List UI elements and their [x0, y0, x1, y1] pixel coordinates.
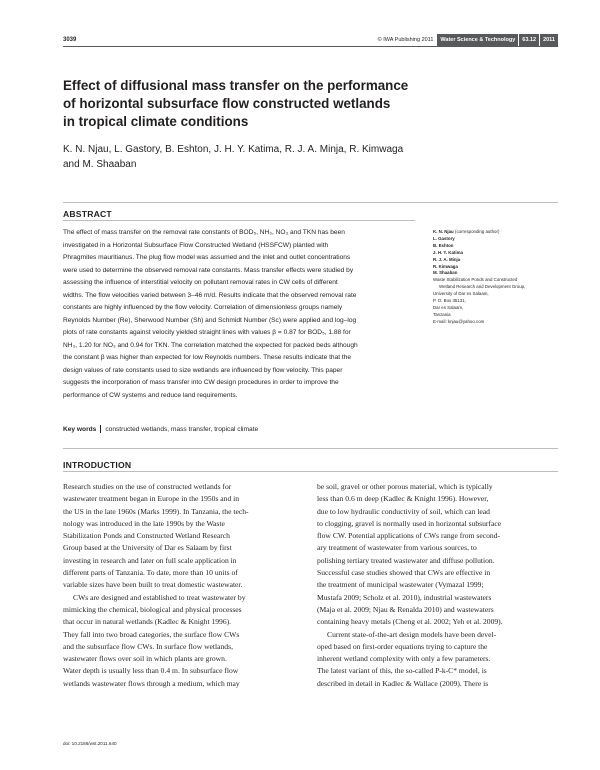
affil-address: P. O. Box 35131, [433, 298, 466, 304]
body-line: be soil, gravel or other porous material, which is typically [317, 482, 493, 491]
page-number: 3039 [63, 37, 77, 43]
body-line: wastewater flows over soil in which plants are grown. [63, 654, 227, 664]
body-line: oped based on first-order equations trying to capture the [317, 641, 488, 651]
body-line: the US in the late 1960s (Marks 1999). In Tanzania, the tech- [63, 506, 249, 516]
intro-column-left [63, 481, 304, 690]
abstract-line: Phragmites mauritianus. The plug flow model was assumed and the inlet and outlet concentrations [63, 254, 351, 261]
body-line: due to low hydraulic conductivity of soil, which can lead [317, 506, 490, 516]
affil-name: B. Eshton [433, 242, 454, 248]
body-line: investing in research and later on full scale application in [63, 555, 237, 565]
body-line: ary treatment of wastewater from various sources, to [317, 543, 477, 553]
abstract-line: The effect of mass transfer on the removal rate constants of BOD₅, NH₃, NO₃ and TKN has been [63, 229, 345, 236]
abstract-line: plots of rate constants against velocity yielded straight lines with values β = 0.87 for BOD₅, 1.88 for [63, 329, 351, 336]
body-line: The latest variant of this, the so-called P-k-C* model, is [317, 666, 487, 676]
author-affiliations [433, 229, 558, 326]
body-line: Successful case studies showed that CWs are effective in [317, 568, 491, 578]
body-line: They fall into two broad categories, the surface flow CWs [63, 629, 240, 639]
keywords-label: Key words [63, 426, 97, 433]
header-rule [63, 46, 558, 47]
introduction-heading-rule [63, 471, 558, 472]
affil-address: Dar es Salaam, [433, 304, 464, 310]
body-line: variable sizes have been built to treat domestic wastewater. [63, 580, 243, 590]
abstract-body [63, 227, 417, 402]
affil-name: R. Kimwaga [433, 263, 458, 269]
affil-name: L. Gastory [433, 235, 455, 241]
title-line: Effect of diffusional mass transfer on the performance [63, 78, 409, 93]
abstract-line: suggests the incorporation of mass transfer into CW design procedures in order to improve the [63, 379, 339, 386]
abstract-heading-rule [63, 220, 415, 221]
running-header [300, 34, 558, 46]
body-line: different parts of Tanzania. To date, more than 10 units of [63, 568, 238, 578]
authors-line: K. N. Njau, L. Gastory, B. Eshton, J. H. Y. Katima, R. J. A. Minja, R. Kimwaga [63, 144, 404, 155]
body-line: nology was introduced in the late 1990s by the Waste [63, 518, 225, 528]
body-line: polishing tertiary treated wastewater and diffuse pollution. [317, 555, 495, 565]
body-line: wastewater treatment began in Europe in the 1950s and in [63, 494, 240, 504]
section-divider [63, 448, 558, 449]
body-line: containing heavy metals (Cheng et al. 2002; Yeh et al. 2009). [317, 617, 503, 627]
abstract-line: NH₃, 1.20 for NO₃ and 0.94 for TKN. The correlation matched the expected for packed beds although [63, 341, 358, 349]
body-line: Group based at the University of Dar es Salaam by first [63, 543, 232, 553]
body-line: to clogging, gravel is normally used in horizontal subsurface [317, 518, 502, 528]
body-line: CWs are designed and established to treat wastewater by [73, 592, 246, 602]
publisher-copyright: © IWA Publishing 2011 [377, 37, 434, 43]
affil-email[interactable]: E-mail: knjau@yahoo.com [433, 318, 485, 324]
body-line: Stabilization Ponds and Constructed Wetland Research [63, 531, 230, 541]
affil-address: University of Dar es Salaam, [433, 291, 489, 297]
body-line: that occur in natural wetlands (Kadlec & Knight 1996). [63, 617, 232, 627]
affil-address: Tanzania [433, 311, 451, 317]
abstract-line: investigated in a Horizontal Subsurface Flow Constructed Wetland (HSSFCW) planted with [63, 241, 329, 249]
affil-name: J. H. Y. Katima [433, 249, 463, 255]
journal-name: Water Science & Technology [437, 34, 518, 46]
abstract-line: Reynolds Number (Re), Sherwood Number (Sh) and Schmidt Number (Sc) were applied and log–log [63, 316, 357, 324]
author-list [63, 142, 423, 172]
abstract-heading: ABSTRACT [63, 209, 112, 219]
keywords-separator [100, 425, 101, 433]
section-divider [63, 202, 558, 203]
abstract-line: assessing the influence of interstitial velocity on pollutant removal rates in CW cells of different [63, 279, 338, 286]
body-line: Research studies on the use of constructed wetlands for [63, 482, 232, 491]
volume-issue: 63.12 [519, 34, 539, 46]
title-line: in tropical climate conditions [63, 114, 249, 129]
affil-name: K. N. Njau [433, 229, 454, 234]
affil-name: M. Shaaban [433, 270, 458, 276]
abstract-line: the constant β was higher than expected for low Reynolds numbers. These results indicate that the [63, 354, 352, 361]
body-line: and the subsurface flow CWs. In surface flow wetlands, [63, 641, 233, 651]
abstract-line: widths. The flow velocities varied between 3–46 m/d. Results indicate that the observed removal rate [63, 291, 357, 299]
paper-title [63, 77, 443, 131]
body-line: Current state-of-the-art design models have been devel- [327, 629, 497, 639]
body-line: the treatment of municipal wastewater (Vymazal 1999; [317, 580, 484, 590]
journal-year: 2011 [540, 34, 558, 46]
abstract-line: constants are highly influenced by the flow velocity. Correlation of dimensionless groups namely [63, 304, 343, 311]
abstract-line: performance of CW systems and reduce land requirements. [63, 391, 238, 399]
abstract-line: were used to determine the observed removal rate constants. Mass transfer effects were studied by [63, 266, 354, 274]
affil-address: Wetland Research and Development Group, [439, 284, 526, 290]
body-line: described in detail in Kadlec & Wallace (2009). There is [317, 678, 489, 688]
title-line: of horizontal subsurface flow constructed wetlands [63, 96, 391, 111]
affil-address: Waste Stabilization Ponds and Constructed [433, 277, 518, 283]
body-line: Mustafa 2009; Scholz et al. 2010), industrial wastewaters [317, 592, 492, 602]
body-line: inherent wetland complexity with only a few parameters. [317, 654, 491, 664]
introduction-heading: INTRODUCTION [63, 460, 132, 470]
body-line: (Maja et al. 2009; Njau & Renalda 2010) and wastewaters [317, 604, 494, 614]
affil-line [433, 229, 558, 236]
intro-column-right [317, 481, 558, 690]
keywords [63, 425, 417, 435]
body-line: mimicking the chemical, biological and physical processes [63, 604, 242, 614]
body-line: Water depth is usually less than 0.4 m. In subsurface flow [63, 666, 239, 676]
abstract-line: design values of rate constants used to size wetlands are influenced by flow velocity. This paper [63, 366, 343, 374]
body-line: less than 0.6 m deep (Kadlec & Knight 1996). However, [317, 494, 489, 504]
body-line: flow CW. Potential applications of CWs range from second- [317, 531, 500, 541]
authors-line: and M. Shaaban [63, 159, 137, 170]
corresponding-note: (corresponding author) [454, 229, 500, 234]
keywords-list: constructed wetlands, mass transfer, tropical climate [105, 426, 259, 433]
body-line: wetlands wastewater flows through a medium, which may [63, 678, 240, 688]
doi[interactable]: doi: 10.2166/wst.2011.640 [63, 741, 117, 746]
affil-name: R. J. A. Minja [433, 256, 461, 262]
